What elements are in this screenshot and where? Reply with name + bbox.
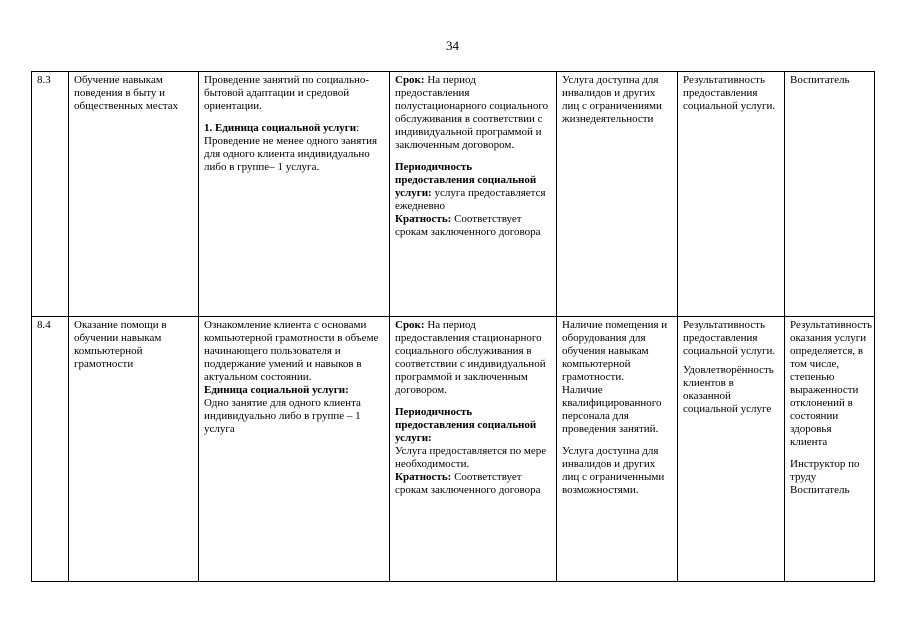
result-effectiveness: Результативность предоставления социальной услуги. xyxy=(683,319,776,357)
frequency-label: Кратность: xyxy=(395,471,452,483)
row-number: 8.4 xyxy=(32,317,69,582)
service-terms xyxy=(390,317,557,582)
table-row xyxy=(32,72,875,317)
term-block xyxy=(395,74,551,152)
content-intro: Проведение занятий по социально-бытовой адаптации и средовой ориентации. xyxy=(204,74,370,112)
service-name: Обучение навыкам поведения в быту и общественных местах xyxy=(69,72,199,317)
condition-equipment: Наличие помещения и оборудования для обучения навыкам компьютерной грамотности. xyxy=(562,319,668,383)
unit-label: 1. Единица социальной услуги xyxy=(204,122,357,134)
table-row xyxy=(32,317,875,582)
service-conditions xyxy=(557,317,678,582)
executor-note: Результативность оказания услуги определяется, в том числе, степенью выраженности отклонений в состоянии здоровья клиента xyxy=(790,319,873,448)
periodicity-text: услуга предоставляется ежедневно xyxy=(395,187,546,212)
unit-label: Единица социальной услуги: xyxy=(204,384,349,396)
service-terms xyxy=(390,72,557,317)
term-text: На период предоставления стационарного социального обслуживания в соответствии с индивидуальной программой и заключенным договором. xyxy=(395,319,546,396)
frequency-text: Соответствует срокам заключенного договора xyxy=(395,213,541,238)
row-number: 8.3 xyxy=(32,72,69,317)
service-content xyxy=(199,72,390,317)
periodicity-label: Периодичность предоставления социальной услуги: xyxy=(395,406,537,444)
content-intro: Ознакомление клиента с основами компьютерной грамотности в объеме начинающего пользователя и поддержание умений и навыков в актуальном состоянии. xyxy=(204,319,379,383)
term-label: Срок: xyxy=(395,74,425,86)
periodicity-block xyxy=(395,161,551,213)
term-label: Срок: xyxy=(395,319,425,331)
service-executor: Воспитатель xyxy=(785,72,875,317)
frequency-text: Соответствует срокам заключенного договора xyxy=(395,471,541,496)
periodicity-text: Услуга предоставляется по мере необходимости. xyxy=(395,445,547,470)
service-results: Результативность предоставления социальной услуги. xyxy=(678,72,785,317)
service-content xyxy=(199,317,390,582)
services-table xyxy=(31,71,875,582)
condition-staff: Наличие квалифицированного персонала для проведения занятий. xyxy=(562,384,662,435)
service-executor xyxy=(785,317,875,582)
unit-text: Одно занятие для одного клиента индивидуально либо в группе – 1 услуга xyxy=(204,397,361,435)
frequency-block xyxy=(395,471,551,497)
term-text: На период предоставления полустационарного социального обслуживания в соответствии с индивидуальной программой и заключенным договором. xyxy=(395,74,549,151)
page-number: 34 xyxy=(446,38,459,53)
service-name: Оказание помощи в обучении навыкам компьютерной грамотности xyxy=(69,317,199,582)
service-results xyxy=(678,317,785,582)
term-block xyxy=(395,319,551,397)
service-conditions: Услуга доступна для инвалидов и других лиц с ограничениями жизнедеятельности xyxy=(557,72,678,317)
periodicity-label: Периодичность предоставления социальной услуги: xyxy=(395,161,537,199)
frequency-block xyxy=(395,213,551,239)
executor-names: Инструктор по труду Воспитатель xyxy=(790,458,860,496)
unit-block: 1. Единица социальной услуги: xyxy=(204,122,360,134)
result-satisfaction: Удовлетворённость клиентов в оказанной социальной услуге xyxy=(683,364,774,415)
frequency-label: Кратность: xyxy=(395,213,452,225)
unit-text: Проведение не менее одного занятия для одного клиента индивидуально либо в группе– 1 услуга. xyxy=(204,135,378,173)
condition-accessibility: Услуга доступна для инвалидов и других лиц с ограниченными возможностями. xyxy=(562,445,665,496)
